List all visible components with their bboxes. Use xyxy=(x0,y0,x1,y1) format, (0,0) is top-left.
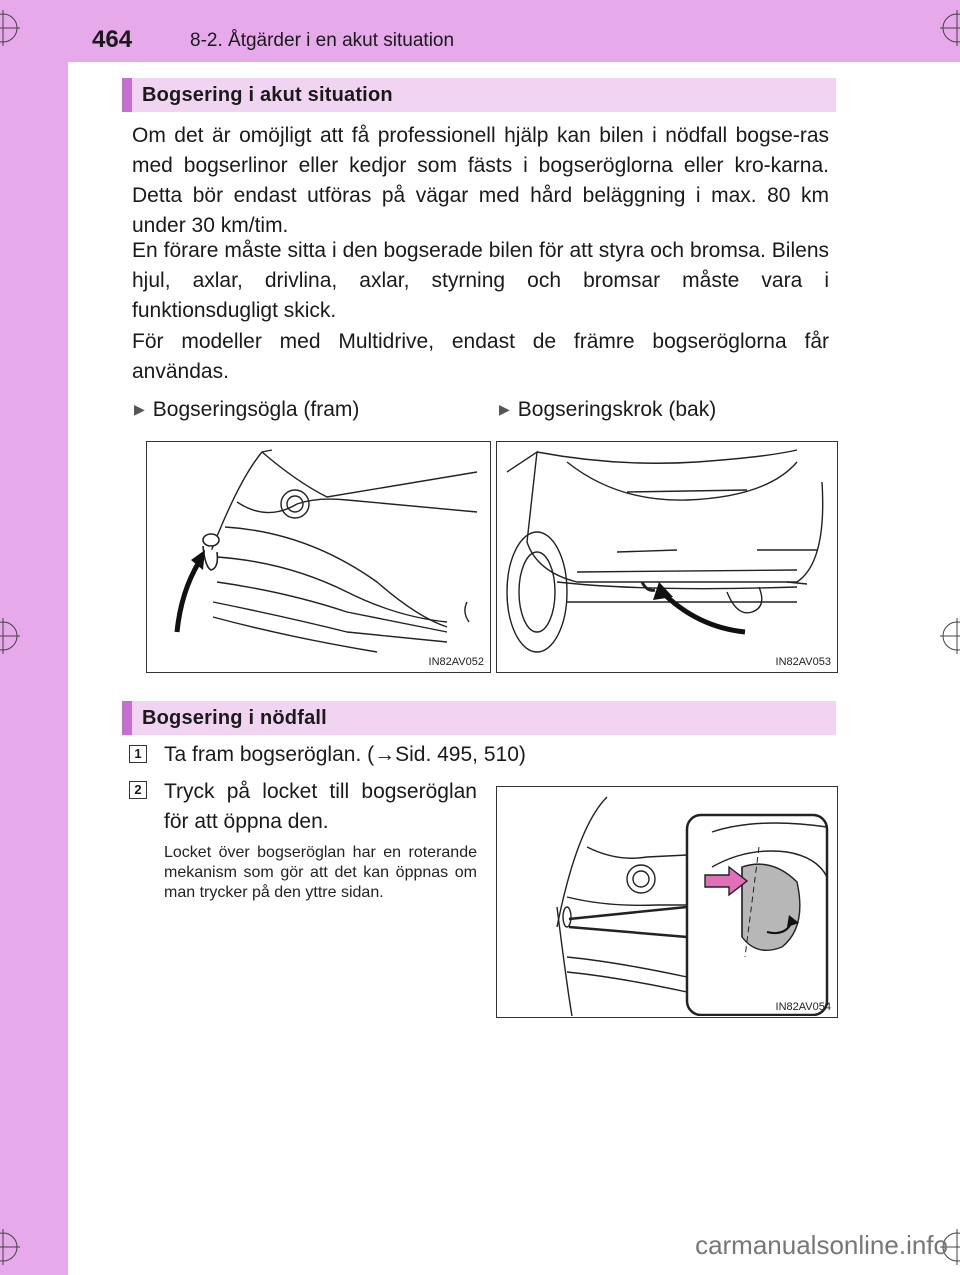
triangle-bullet-icon: ▶ xyxy=(499,401,510,417)
paragraph-driver: En förare måste sitta i den bogserade bilen för att styra och bromsa. Bilens hjul, axlar, drivlina, axlar, styrning och bromsar måste vara i funktionsdugligt skick. xyxy=(132,239,829,322)
chapter-title: 8-2. Åtgärder i en akut situation xyxy=(190,30,455,51)
step-number-2: 2 xyxy=(129,781,147,799)
figure-code: IN82AV053 xyxy=(775,656,831,668)
section-title: Bogsering i akut situation xyxy=(142,84,393,106)
triangle-bullet-icon: ▶ xyxy=(134,401,145,417)
figure-caption-front: ▶ Bogseringsögla (fram) xyxy=(134,398,360,421)
cover-illustration xyxy=(497,787,836,1016)
section-heading-emergency-towing xyxy=(122,78,836,112)
step-number-1: 1 xyxy=(129,745,147,763)
car-rear-illustration xyxy=(497,442,836,671)
figure-code: IN82AV054 xyxy=(775,1001,831,1013)
paragraph-intro: Om det är omöjligt att få professionell hjälp kan bilen i nödfall bogse-ras med bogserlinor eller kedjor som fästs i bogseröglorna eller kro-karna. Detta bör endast utföras på vägar med hård beläggning i max. 80 km under 30 km/tim. xyxy=(132,124,829,237)
car-front-illustration xyxy=(147,442,489,671)
figure-caption-rear: ▶ Bogseringskrok (bak) xyxy=(499,398,717,421)
left-margin-band xyxy=(0,0,68,1275)
figure-open-tow-eyelet-cover xyxy=(496,786,838,1018)
paragraph-multidrive: För modeller med Multidrive, endast de främre bogseröglorna får användas. xyxy=(132,330,829,383)
step-2-text: Tryck på locket till bogseröglan för att öppna den. xyxy=(164,780,477,833)
site-watermark: carmanualsonline.info xyxy=(695,1230,948,1260)
figure-rear-towing-hook xyxy=(496,441,838,673)
step-2-note: Locket över bogseröglan har en roterande mekanism som gör att det kan öppnas om man trycker på den yttre sidan. xyxy=(164,844,477,901)
figure-front-towing-eyelet xyxy=(146,441,491,673)
section-title: Bogsering i nödfall xyxy=(142,707,327,729)
section-heading-towing-emergency xyxy=(122,701,836,735)
figure-code: IN82AV052 xyxy=(428,656,484,668)
page-number: 464 xyxy=(92,26,133,53)
step-1-text: Ta fram bogseröglan. (→Sid. 495, 510) xyxy=(164,743,526,766)
